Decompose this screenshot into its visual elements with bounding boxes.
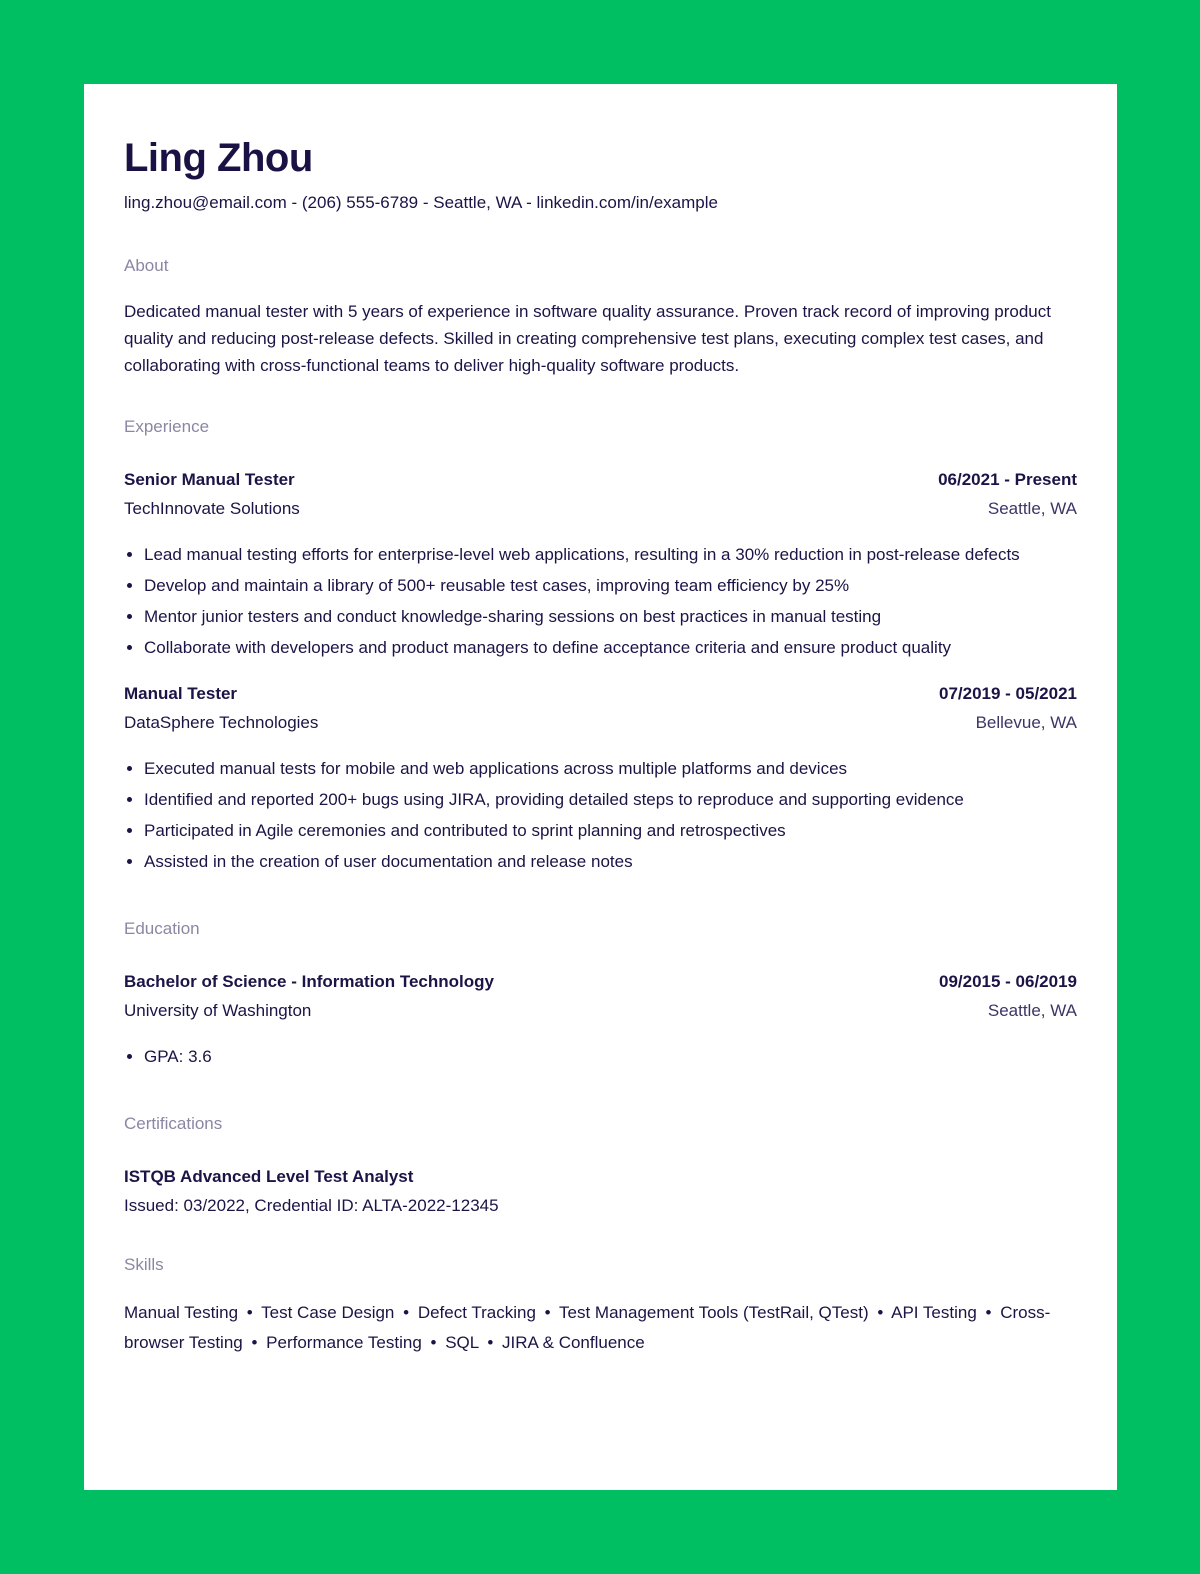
job-bullets <box>124 539 1077 663</box>
section-title-skills: Skills <box>124 1255 164 1274</box>
job-location: Bellevue, WA <box>975 713 1077 732</box>
about-text: Dedicated manual tester with 5 years of experience in software quality assurance. Proven track record of improving product quality and reducing post-release defects. Skilled in creating comprehensive test plans, executing complex test cases, and collaborating with cross-functional teams to deliver high-quality software products. <box>124 302 1051 375</box>
bullet-item: • Collaborate with developers and product managers to define acceptance criteria and ensure product quality <box>144 632 1077 663</box>
education-bullets <box>124 1041 1077 1072</box>
skills-list <box>124 1298 1074 1358</box>
job-title: Manual Tester <box>124 684 238 703</box>
job-dates: 07/2019 - 05/2021 <box>938 684 1077 703</box>
school: University of Washington <box>124 1001 312 1020</box>
certification-name: ISTQB Advanced Level Test Analyst <box>124 1167 414 1186</box>
bullet-item: • Assisted in the creation of user documentation and release notes <box>144 846 1077 877</box>
bullet-item: • Develop and maintain a library of 500+ reusable test cases, improving team efficiency by 25% <box>144 570 1077 601</box>
skill-separator: • <box>544 1303 551 1322</box>
skill-separator: • <box>246 1303 253 1322</box>
skill-separator: • <box>985 1303 992 1322</box>
bullet-item: • Mentor junior testers and conduct knowledge-sharing sessions on best practices in manual testing <box>144 601 1077 632</box>
certification-entry <box>124 1166 1077 1217</box>
degree: Bachelor of Science - Information Technology <box>124 972 494 991</box>
job-title: Senior Manual Tester <box>124 470 295 489</box>
skill-separator: • <box>251 1333 258 1352</box>
job-entry <box>124 469 1077 663</box>
skill-item: Test Case Design <box>261 1303 395 1322</box>
skill-item: Test Management Tools (TestRail, QTest) <box>559 1303 869 1322</box>
skill-item: JIRA & Confluence <box>502 1333 645 1352</box>
job-bullets <box>124 753 1077 877</box>
job-entry <box>124 683 1077 877</box>
bullet-item: • Executed manual tests for mobile and web applications across multiple platforms and devices <box>144 753 1077 784</box>
section-title-experience: Experience <box>124 417 210 436</box>
section-title-education: Education <box>124 919 200 938</box>
skill-item: Performance Testing <box>266 1333 422 1352</box>
skill-separator: • <box>877 1303 884 1322</box>
skill-item: API Testing <box>891 1303 977 1322</box>
job-company: DataSphere Technologies <box>124 713 319 732</box>
education-location: Seattle, WA <box>987 1001 1077 1020</box>
job-company: TechInnovate Solutions <box>124 499 300 518</box>
bullet-item: • Lead manual testing efforts for enterprise-level web applications, resulting in a 30% reduction in post-release defects <box>144 539 1077 570</box>
section-title-certifications: Certifications <box>124 1114 223 1133</box>
certification-detail: Issued: 03/2022, Credential ID: ALTA-2022-12345 <box>124 1196 499 1215</box>
skill-separator: • <box>430 1333 437 1352</box>
education-entry <box>124 971 1077 1072</box>
skill-item: SQL <box>445 1333 479 1352</box>
skill-separator: • <box>403 1303 410 1322</box>
bullet-item: • Participated in Agile ceremonies and contributed to sprint planning and retrospectives <box>144 815 1077 846</box>
education-dates: 09/2015 - 06/2019 <box>938 972 1077 991</box>
bullet-item: • GPA: 3.6 <box>144 1041 1077 1072</box>
contact-line: ling.zhou@email.com - (206) 555-6789 - Seattle, WA - linkedin.com/in/example <box>124 193 718 212</box>
bullet-item: • Identified and reported 200+ bugs using JIRA, providing detailed steps to reproduce and supporting evidence <box>144 784 1077 815</box>
skill-item: Manual Testing <box>124 1303 239 1322</box>
job-location: Seattle, WA <box>987 499 1077 518</box>
skill-item: Defect Tracking <box>417 1303 536 1322</box>
candidate-name: Ling Zhou <box>124 136 313 180</box>
job-dates: 06/2021 - Present <box>938 470 1077 489</box>
section-title-about: About <box>124 256 169 275</box>
skill-item: Cross-browser Testing <box>124 1303 1051 1352</box>
skill-separator: • <box>487 1333 494 1352</box>
resume-page <box>84 84 1117 1490</box>
